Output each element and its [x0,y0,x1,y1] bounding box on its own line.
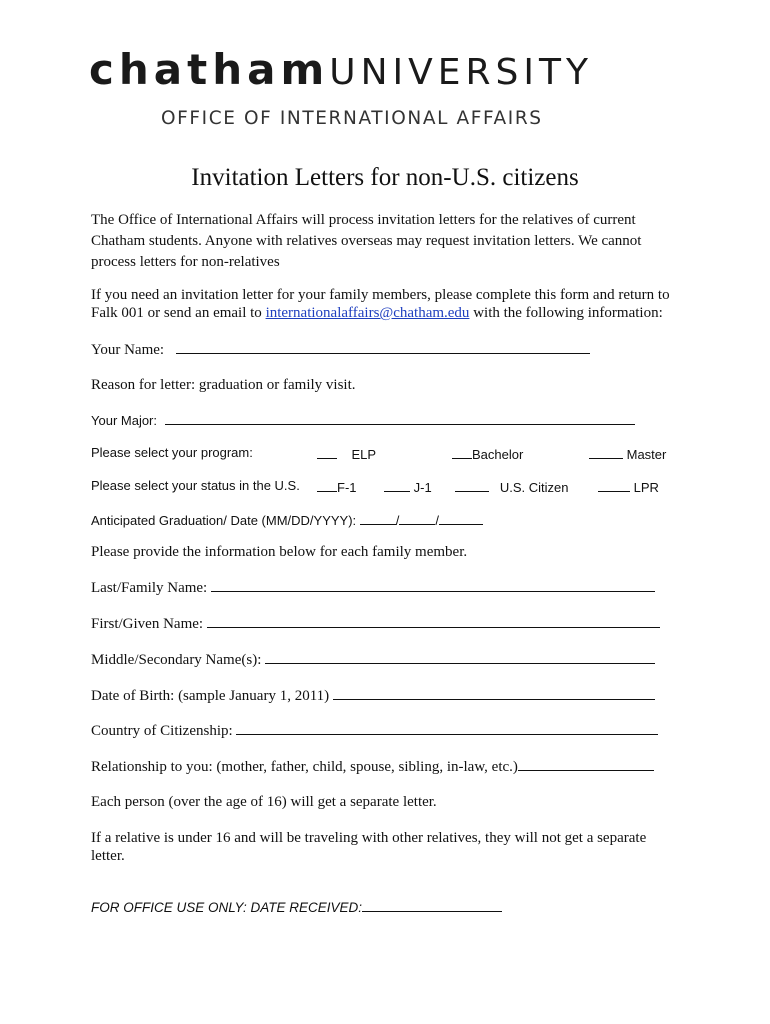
office-use-row [91,897,502,918]
under-16-note-line-1: If a relative is under 16 and will be traveling with other relatives, they will not get a separate [91,830,647,846]
your-name-label: Your Name: [91,342,165,358]
f1-checkbox-blank[interactable] [317,477,337,492]
intro-line-1: The Office of International Affairs will process invitation letters for the relatives of current [91,212,636,228]
first-name-blank[interactable] [207,613,660,628]
relationship-label: Relationship to you: (mother, father, child, spouse, sibling, in-law, etc.) [91,759,518,775]
program-option-elp[interactable] [317,444,376,464]
citizenship-row [91,720,658,741]
logo-upper-word: UNIVERSITY [329,52,593,93]
program-label: Please select your program: [91,445,253,460]
middle-name-blank[interactable] [265,649,655,664]
first-name-row [91,613,660,634]
family-intro: Please provide the information below for each family member. [91,544,468,560]
program-option-bachelor[interactable] [452,444,523,464]
office-use-label: FOR OFFICE USE ONLY: DATE RECEIVED: [91,900,363,915]
us-citizen-checkbox-blank[interactable] [455,477,489,492]
instructions-line-2 [91,303,663,323]
instructions-text-after: with the following information: [469,305,663,321]
instructions-text-before: Falk 001 or send an email to [91,305,266,321]
intro-line-2: Chatham students. Anyone with relatives overseas may request invitation letters. We cannot [91,233,642,249]
program-option-master[interactable] [589,444,666,464]
f1-label: F-1 [337,480,357,495]
major-row [91,410,635,430]
status-option-us-citizen[interactable] [455,477,568,497]
office-subtitle: OFFICE OF INTERNATIONAL AFFAIRS [161,108,543,129]
reason-text: Reason for letter: graduation or family visit. [91,377,356,393]
master-label: Master [626,447,667,462]
email-link[interactable]: internationalaffairs@chatham.edu [265,305,470,321]
graduation-label: Anticipated Graduation/ Date (MM/DD/YYYY): [91,513,357,528]
citizenship-label: Country of Citizenship: [91,723,233,739]
status-label: Please select your status in the U.S. [91,478,300,493]
citizenship-blank[interactable] [236,720,658,735]
dob-blank[interactable] [333,685,655,700]
instructions-line-1: If you need an invitation letter for your family members, please complete this form and return to [91,287,670,303]
intro-line-3: process letters for non-relatives [91,254,280,270]
bachelor-label: Bachelor [472,447,524,462]
major-blank[interactable] [165,410,635,425]
last-name-blank[interactable] [211,577,655,592]
first-name-label: First/Given Name: [91,616,204,632]
j1-checkbox-blank[interactable] [384,477,410,492]
under-16-note-line-2: letter. [91,848,125,864]
logo-lower-word: chatham [89,45,330,94]
your-name-row [91,339,590,360]
dob-label: Date of Birth: (sample January 1, 2011) [91,688,330,704]
middle-name-row [91,649,655,670]
last-name-row [91,577,655,598]
master-checkbox-blank[interactable] [589,444,623,459]
lpr-checkbox-blank[interactable] [598,477,630,492]
separate-letter-note: Each person (over the age of 16) will get a separate letter. [91,794,437,810]
your-name-blank[interactable] [176,339,590,354]
j1-label: J-1 [413,480,432,495]
lpr-label: LPR [633,480,659,495]
graduation-day-blank[interactable] [399,510,435,525]
graduation-row: Anticipated Graduation/ Date (MM/DD/YYYY): / / [91,510,483,530]
us-citizen-label: U.S. Citizen [499,480,569,495]
major-label: Your Major: [91,413,157,428]
status-option-lpr[interactable] [598,477,659,497]
document-title: Invitation Letters for non-U.S. citizens [191,164,579,191]
last-name-label: Last/Family Name: [91,580,208,596]
elp-label: ELP [351,447,377,462]
elp-checkbox-blank[interactable] [317,444,337,459]
bachelor-checkbox-blank[interactable] [452,444,472,459]
relationship-row [91,756,654,777]
graduation-year-blank[interactable] [439,510,483,525]
middle-name-label: Middle/Secondary Name(s): [91,652,262,668]
university-logo [89,40,689,100]
date-received-blank[interactable] [362,897,502,912]
graduation-month-blank[interactable] [360,510,396,525]
status-option-j1[interactable] [384,477,432,497]
dob-row [91,685,655,706]
relationship-blank[interactable] [518,756,654,771]
status-option-f1[interactable] [317,477,357,497]
